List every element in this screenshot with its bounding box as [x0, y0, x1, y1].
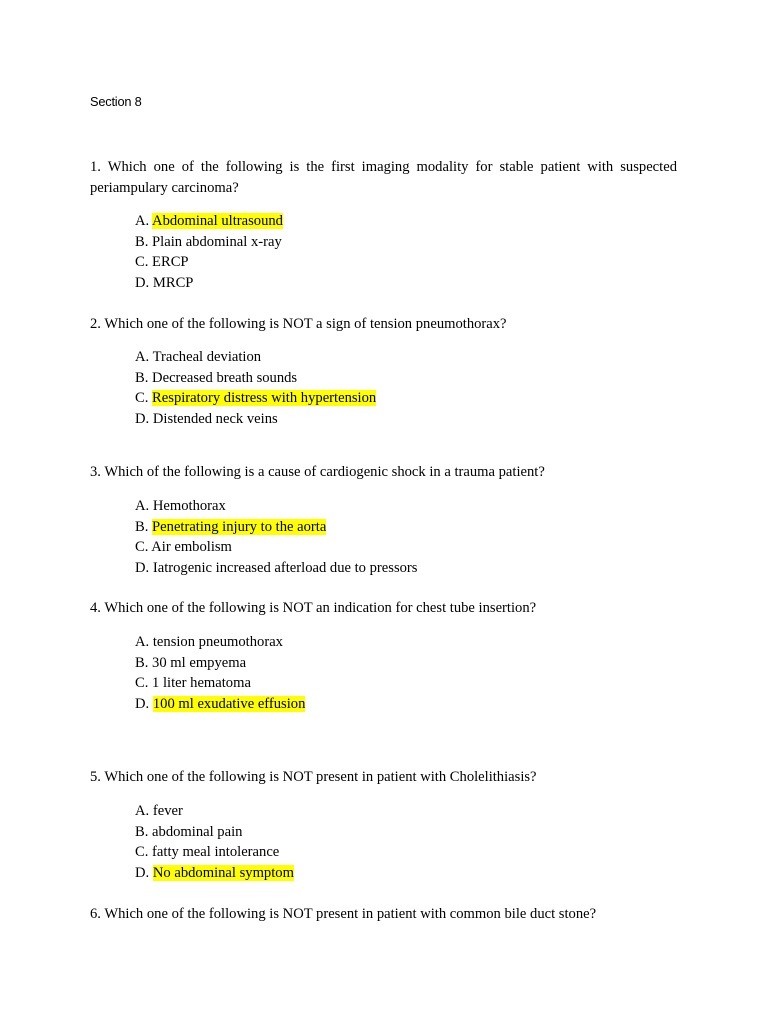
- question-5-options: [135, 801, 294, 883]
- option-letter: B.: [135, 654, 149, 671]
- option-letter: B.: [135, 369, 149, 386]
- question-3-options: [135, 496, 417, 578]
- option: [135, 694, 305, 715]
- option-letter: C.: [135, 675, 149, 691]
- option-text: 30 ml empyema: [152, 654, 247, 671]
- option-text: MRCP: [152, 274, 194, 291]
- option: [135, 558, 417, 579]
- option: [135, 273, 283, 294]
- option-text: 1 liter hematoma: [152, 675, 251, 691]
- option-letter: C.: [135, 539, 149, 555]
- option-text-highlighted: Penetrating injury to the aorta: [152, 518, 327, 535]
- question-1: 1. Which one of the following is the first imaging modality for stable patient with suspected periampulary carcinoma?: [90, 159, 677, 196]
- option-text: Distended neck veins: [152, 410, 278, 427]
- option-letter: A.: [135, 634, 150, 650]
- option: [135, 409, 376, 430]
- option: [135, 211, 283, 232]
- option-text: fatty meal intolerance: [152, 844, 280, 860]
- option: [135, 653, 305, 674]
- option-letter: C.: [135, 254, 149, 270]
- option-text: Tracheal deviation: [152, 349, 262, 365]
- option-letter: B.: [135, 233, 149, 250]
- option-text: abdominal pain: [152, 823, 243, 840]
- question-3: 3. Which of the following is a cause of cardiogenic shock in a trauma patient?: [90, 464, 545, 480]
- option-letter: D.: [135, 410, 150, 427]
- option: [135, 347, 376, 368]
- option: [135, 232, 283, 253]
- option-text: Air embolism: [151, 539, 232, 555]
- option-letter: D.: [135, 274, 150, 291]
- option-text-highlighted: No abdominal symptom: [152, 864, 294, 881]
- option-letter: A.: [135, 213, 150, 229]
- option: [135, 632, 305, 653]
- option: [135, 368, 376, 389]
- option-text: Plain abdominal x-ray: [152, 233, 282, 250]
- option: [135, 863, 294, 884]
- option-text: Decreased breath sounds: [152, 369, 298, 386]
- question-5: 5. Which one of the following is NOT present in patient with Cholelithiasis?: [90, 769, 537, 785]
- option-text-highlighted: Abdominal ultrasound: [152, 213, 283, 229]
- question-1-options: [135, 211, 283, 293]
- option-text-highlighted: Respiratory distress with hypertension: [152, 390, 377, 406]
- option-text: tension pneumothorax: [152, 634, 283, 650]
- option-text: Hemothorax: [152, 498, 226, 514]
- option: [135, 673, 305, 694]
- option: [135, 801, 294, 822]
- option-letter: B.: [135, 823, 149, 840]
- option-text: ERCP: [152, 254, 189, 270]
- option: [135, 496, 417, 517]
- question-6: 6. Which one of the following is NOT present in patient with common bile duct stone?: [90, 906, 597, 922]
- option: [135, 822, 294, 843]
- question-4-options: [135, 632, 305, 714]
- option-letter: B.: [135, 518, 149, 535]
- option-letter: A.: [135, 803, 150, 819]
- option: [135, 537, 417, 558]
- option-text: Iatrogenic increased afterload due to pressors: [152, 559, 418, 576]
- option-letter: A.: [135, 498, 150, 514]
- question-4: 4. Which one of the following is NOT an indication for chest tube insertion?: [90, 600, 537, 616]
- option-text: fever: [152, 803, 183, 819]
- option: [135, 388, 376, 409]
- question-2-options: [135, 347, 376, 429]
- option-letter: D.: [135, 559, 150, 576]
- option-letter: D.: [135, 695, 150, 712]
- option-letter: A.: [135, 349, 150, 365]
- option-letter: C.: [135, 844, 149, 860]
- option-letter: D.: [135, 864, 150, 881]
- option: [135, 842, 294, 863]
- option: [135, 252, 283, 273]
- option-letter: C.: [135, 390, 149, 406]
- question-2: 2. Which one of the following is NOT a sign of tension pneumothorax?: [90, 316, 507, 332]
- option-text-highlighted: 100 ml exudative effusion: [152, 695, 306, 712]
- option: [135, 517, 417, 538]
- section-title: Section 8: [90, 94, 142, 109]
